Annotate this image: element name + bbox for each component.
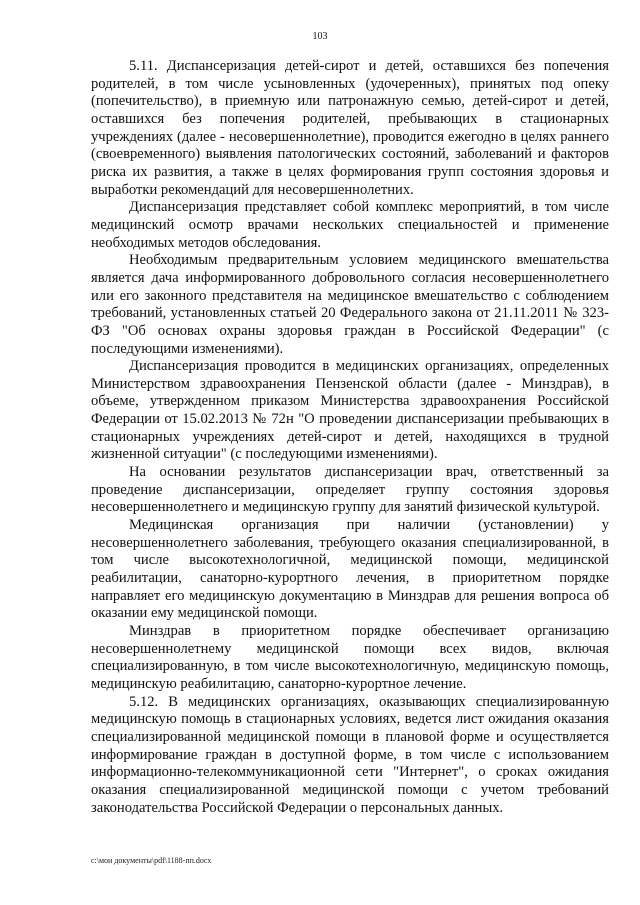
- paragraph-specialized-care-referral: Медицинская организация при наличии (установлении) у несовершеннолетнего заболевания, требующего оказания специализированной, в том числе высокотехнологичной, медицинской помощи, медицинской реабилитации, санаторно-курортного лечения, в приоритетном порядке направляет его медицинскую документацию в Минздрав для решения вопроса об оказании ему медицинской помощи.: [91, 517, 609, 622]
- paragraph-organizations: Диспансеризация проводится в медицинских организациях, определенных Министерством здравоохранения Пензенской области (далее - Минздрав), в объеме, утвержденном приказом Министерства здравоохранения Российской Федерации от 15.02.2013 № 72н "О проведении диспансеризации пребывающих в стационарных учреждениях детей-сирот и детей, находящихся в трудной жизненной ситуации" (с последующими изменениями).: [91, 358, 609, 463]
- paragraph-ministry-provision: Минздрав в приоритетном порядке обеспечивает организацию несовершеннолетнему медицинской помощи всех видов, включая специализированную, в том числе высокотехнологичную, медицинскую помощь, медицинскую реабилитацию, санаторно-курортное лечение.: [91, 623, 609, 692]
- document-body: [91, 58, 609, 817]
- paragraph-5-12: 5.12. В медицинских организациях, оказывающих специализированную медицинскую помощь в стационарных условиях, ведется лист ожидания оказания специализированной медицинской помощи в плановой форме и осуществляется информирование граждан в доступной форме, в том числе с использованием информационно-телекоммуникационной сети "Интернет", о сроках ожидания оказания специализированной медицинской помощи с учетом требований законодательства Российской Федерации о персональных данных.: [91, 693, 609, 816]
- page-number: 103: [312, 31, 328, 42]
- paragraph-informed-consent: Необходимым предварительным условием медицинского вмешательства является дача информированного добровольного согласия несовершеннолетнего или его законного представителя на медицинское вмешательство с соблюдением требований, установленных статьей 20 Федерального закона от 21.11.2011 № 323-ФЗ "Об основах охраны здоровья граждан в Российской Федерации" (с последующими изменениями).: [91, 252, 609, 357]
- paragraph-5-11: 5.11. Диспансеризация детей-сирот и детей, оставшихся без попечения родителей, в том числе усыновленных (удочеренных), принятых под опеку (попечительство), в приемную или патронажную семью, детей-сирот и детей, оставшихся без попечения родителей, пребывающих в стационарных учреждениях (далее - несовершеннолетние), проводится ежегодно в целях раннего (своевременного) выявления патологических состояний, заболеваний и факторов риска их развития, а также в целях формирования групп состояния здоровья и выработки рекомендаций для несовершеннолетних.: [91, 58, 609, 198]
- footer-file-path: c:\мои документы\pdf\1188-пп.docx: [91, 856, 212, 865]
- paragraph-dispensarization-definition: Диспансеризация представляет собой комплекс мероприятий, в том числе медицинский осмотр врачами нескольких специальностей и применение необходимых методов обследования.: [91, 199, 609, 251]
- paragraph-health-group: На основании результатов диспансеризации врач, ответственный за проведение диспансеризации, определяет группу состояния здоровья несовершеннолетнего и медицинскую группу для занятий физической культурой.: [91, 464, 609, 516]
